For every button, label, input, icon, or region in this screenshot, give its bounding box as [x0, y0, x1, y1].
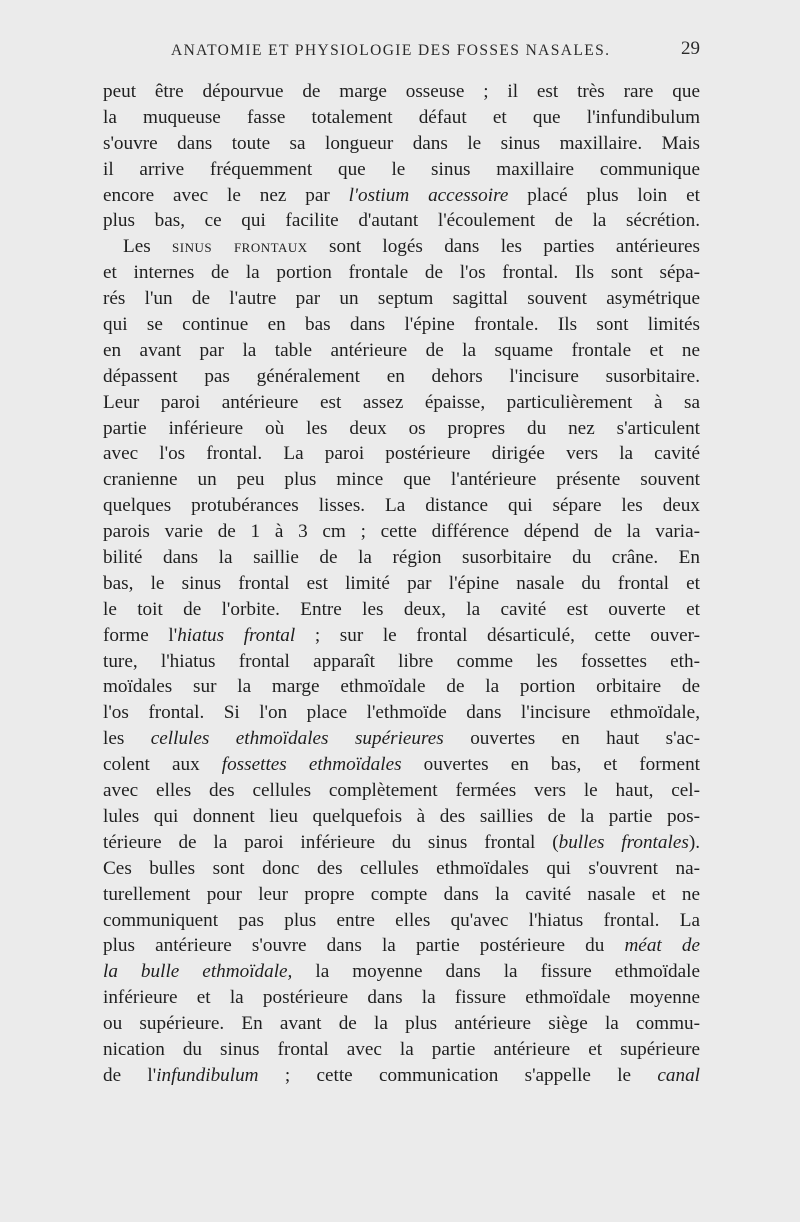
text-line	[103, 752, 700, 778]
text-line: il arrive fréquemment que le sinus maxillaire communique	[103, 158, 700, 180]
text-line: quelques protubérances lisses. La distance qui sépare les deux	[103, 495, 700, 517]
text-line: ture, l'hiatus frontal apparaît libre comme les fossettes eth-	[103, 650, 700, 672]
text-segment: plus antérieure s'ouvre dans la partie postérieure du	[103, 935, 625, 957]
text-line: bilité dans la saillie de la région susorbitaire du crâne. En	[103, 547, 700, 569]
text-segment: ouvertes en bas, et forment	[401, 754, 700, 776]
text-segment: sont logés dans les parties antérieures	[307, 236, 700, 258]
text-segment: Les	[123, 236, 173, 258]
text-line: partie inférieure où les deux os propres du nez s'articulent	[103, 417, 700, 439]
text-line	[103, 623, 700, 649]
text-line	[103, 830, 700, 856]
text-line: turellement pour leur propre compte dans la cavité nasale et ne	[103, 883, 700, 905]
text-line	[103, 959, 700, 985]
text-segment: ouvertes en haut s'ac-	[443, 728, 700, 750]
text-segment: placé plus loin et	[508, 184, 700, 206]
text-line: avec elles des cellules complètement fermées vers le haut, cel-	[103, 780, 700, 802]
text-line: cranienne un peu plus mince que l'antérieure présente souvent	[103, 469, 700, 491]
text-line: s'ouvre dans toute sa longueur dans le sinus maxillaire. Mais	[103, 132, 700, 154]
text-line: Leur paroi antérieure est assez épaisse, particulièrement à sa	[103, 391, 700, 413]
text-line: inférieure et la postérieure dans la fissure ethmoïdale moyenne	[103, 987, 700, 1009]
text-line: la muqueuse fasse totalement défaut et que l'infundibulum	[103, 106, 700, 128]
text-segment: de l'	[103, 1064, 157, 1086]
italic-term: infundibulum	[156, 1064, 259, 1086]
text-line: qui se continue en bas dans l'épine frontale. Ils sont limités	[103, 314, 700, 336]
text-segment: la moyenne dans la fissure ethmoïdale	[292, 961, 700, 983]
italic-term: la bulle ethmoïdale,	[103, 961, 293, 983]
text-segment: ; cette communication s'appelle le	[258, 1064, 658, 1086]
text-line: Ces bulles sont donc des cellules ethmoïdales qui s'ouvrent na-	[103, 857, 700, 879]
text-line: moïdales sur la marge ethmoïdale de la portion orbitaire de	[103, 676, 700, 698]
text-line: le toit de l'orbite. Entre les deux, la cavité est ouverte et	[103, 598, 700, 620]
paragraph-2	[103, 234, 700, 1088]
small-caps-term: sinus frontaux	[172, 236, 308, 258]
italic-term: méat de	[624, 935, 700, 957]
page-header	[103, 36, 700, 66]
body-text	[103, 79, 700, 1089]
italic-term: hiatus frontal	[177, 624, 296, 646]
text-line	[103, 183, 700, 209]
italic-term: bulles frontales	[558, 831, 689, 853]
text-line: ou supérieure. En avant de la plus antérieure siège la commu-	[103, 1013, 700, 1035]
text-segment: encore avec le nez par	[103, 184, 349, 206]
text-line: rés l'un de l'autre par un septum sagittal souvent asymétrique	[103, 288, 700, 310]
text-line: communiquent pas plus entre elles qu'avec l'hiatus frontal. La	[103, 909, 700, 931]
text-line	[103, 234, 700, 260]
text-line: l'os frontal. Si l'on place l'ethmoïde dans l'incisure ethmoïdale,	[103, 702, 700, 724]
text-line: bas, le sinus frontal est limité par l'épine nasale du frontal et	[103, 572, 700, 594]
text-line: lules qui donnent lieu quelquefois à des saillies de la partie pos-	[103, 805, 700, 827]
text-line: et internes de la portion frontale de l'os frontal. Ils sont sépa-	[103, 262, 700, 284]
text-segment: forme l'	[103, 624, 178, 646]
text-line: dépassent pas généralement en dehors l'incisure susorbitaire.	[103, 365, 700, 387]
text-segment: les	[103, 728, 151, 750]
text-line: nication du sinus frontal avec la partie antérieure et supérieure	[103, 1038, 700, 1060]
text-line: parois varie de 1 à 3 cm ; cette différence dépend de la varia-	[103, 521, 700, 543]
text-line	[103, 726, 700, 752]
italic-term: fossettes ethmoïdales	[221, 754, 402, 776]
text-line	[103, 933, 700, 959]
italic-term: l'ostium accessoire	[348, 184, 509, 206]
text-segment: ).	[688, 831, 700, 853]
text-segment: térieure de la paroi inférieure du sinus frontal (	[103, 831, 559, 853]
text-segment: ; sur le frontal désarticulé, cette ouver-	[295, 624, 700, 646]
italic-term: canal	[657, 1064, 700, 1086]
text-line: avec l'os frontal. La paroi postérieure dirigée vers la cavité	[103, 443, 700, 465]
text-line: peut être dépourvue de marge osseuse ; il est très rare que	[103, 81, 700, 102]
text-line: en avant par la table antérieure de la squame frontale et ne	[103, 339, 700, 361]
running-head: ANATOMIE ET PHYSIOLOGIE DES FOSSES NASALES.	[171, 42, 611, 59]
page-number: 29	[681, 38, 700, 59]
text-line: plus bas, ce qui facilite d'autant l'écoulement de la sécrétion.	[103, 210, 700, 232]
text-line	[103, 1063, 700, 1089]
text-segment: colent aux	[103, 754, 222, 776]
italic-term: cellules ethmoïdales supérieures	[150, 728, 444, 750]
paragraph-1	[103, 79, 700, 234]
